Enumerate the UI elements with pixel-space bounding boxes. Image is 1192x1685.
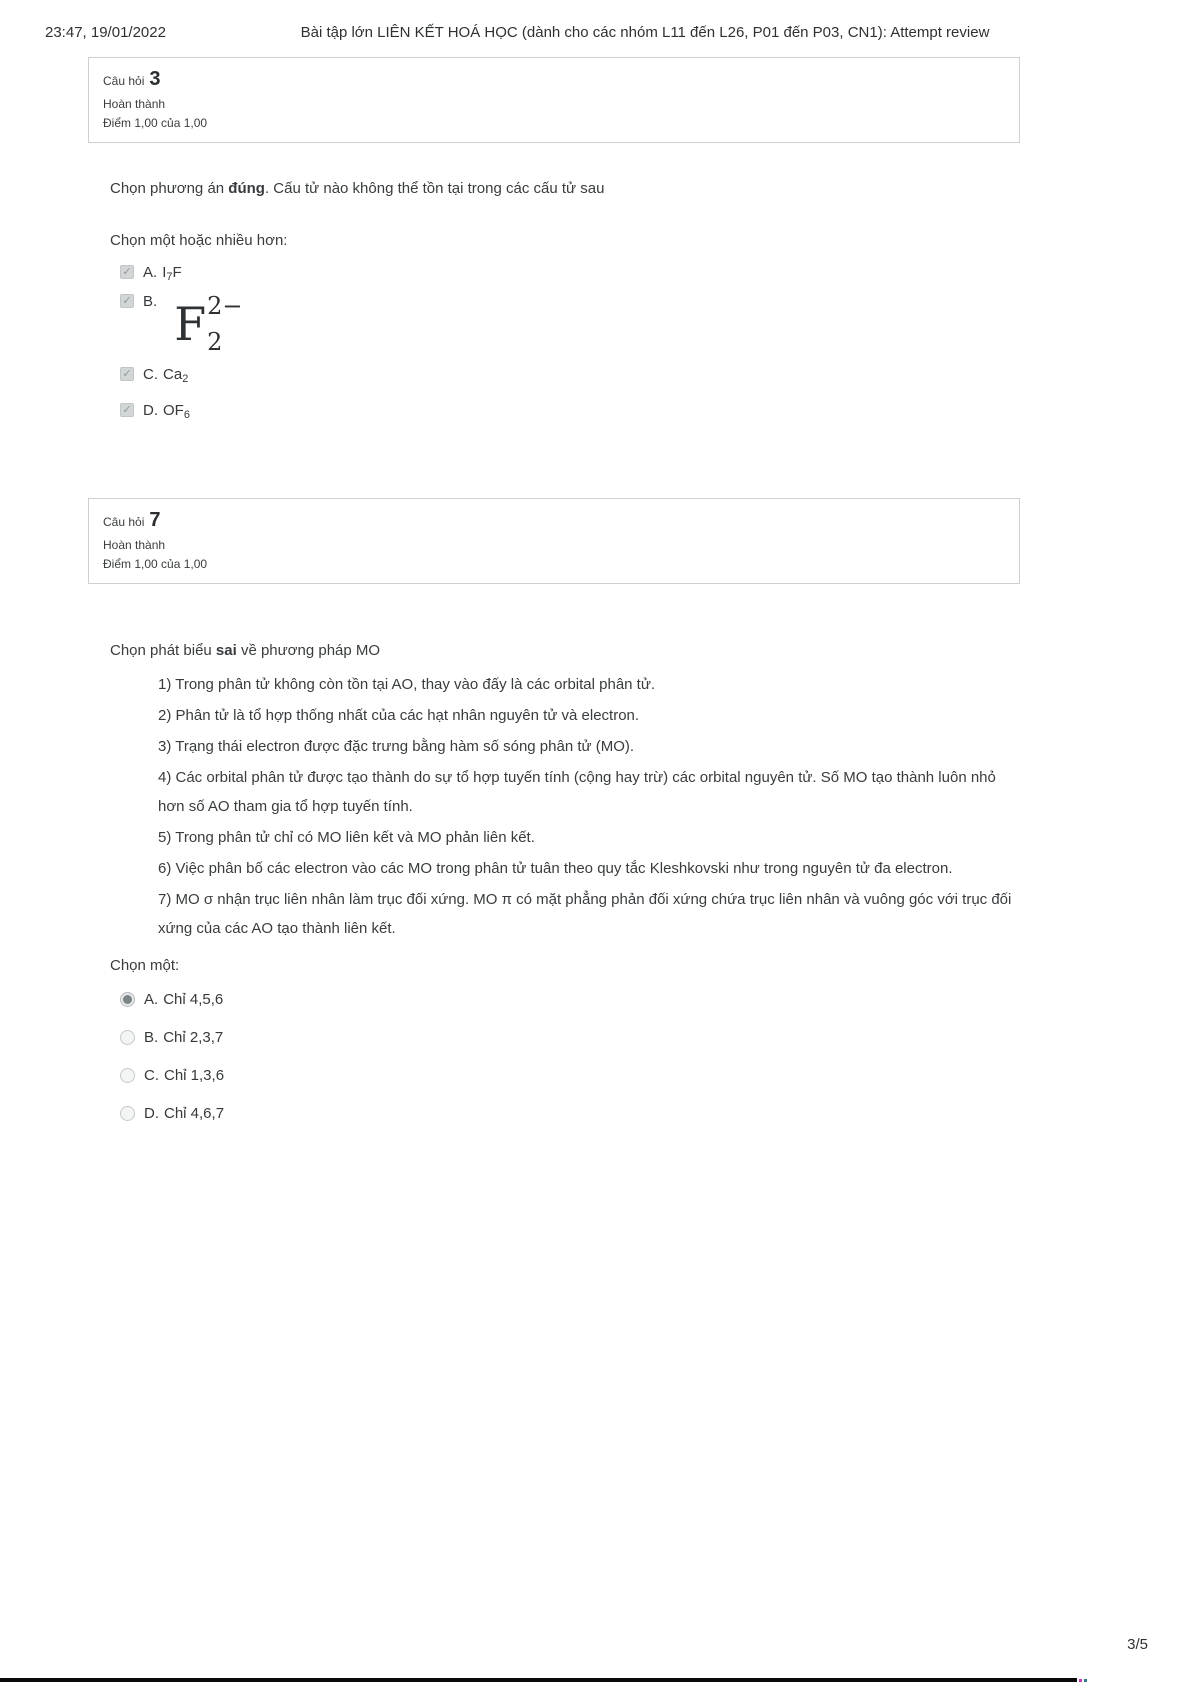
option-d-label (144, 1103, 224, 1124)
prompt-bold-word: đúng (228, 180, 265, 197)
question-7-prompt (110, 640, 1012, 662)
question-label: Câu hỏi (103, 515, 145, 529)
radio-option-a[interactable] (120, 992, 135, 1007)
statement-5: 5) Trong phân tử chỉ có MO liên kết và MO phản liên kết. (158, 829, 535, 846)
question-3-number (103, 68, 1003, 92)
question-7-option-a (120, 989, 1012, 1010)
option-text: Chỉ 2,3,7 (163, 1029, 224, 1046)
statement-list (158, 670, 1012, 943)
option-d-label (143, 400, 190, 421)
print-timestamp: 23:47, 19/01/2022 (45, 24, 166, 41)
option-formula-text: Ca (163, 366, 183, 383)
statement-7: 7) MO σ nhận trục liên nhân làm trục đối xứng. MO π có mặt phẳng phản đối xứng chứa trục liên nhân và vuông góc với trục đối xứng của các AO tạo thành liên kết. (158, 891, 1012, 937)
checkbox-option-d[interactable] (120, 403, 134, 417)
page-edge-artifact-dot (1079, 1679, 1082, 1682)
prompt-text: về phương pháp MO (236, 642, 381, 659)
option-formula-text: F (172, 264, 182, 281)
statement-1: 1) Trong phân tử không còn tồn tại AO, thay vào đấy là các orbital phân tử. (158, 676, 656, 693)
statement-6: 6) Việc phân bố các electron vào các MO trong phân tử tuân theo quy tắc Kleshkovski như trong nguyên tử đa electron. (158, 860, 953, 877)
option-text: Chỉ 1,3,6 (164, 1067, 225, 1084)
option-b-label (144, 1027, 223, 1048)
question-3-prompt (110, 178, 1012, 200)
option-a-label (143, 262, 182, 283)
question-7-option-c (120, 1065, 1012, 1086)
option-letter: B. (144, 1029, 159, 1046)
option-formula-subscript: 6 (183, 409, 190, 421)
question-7-number (103, 509, 1003, 533)
question-7-grade: Điểm 1,00 của 1,00 (103, 557, 208, 571)
radio-option-d[interactable] (120, 1106, 135, 1121)
option-a-label (144, 989, 223, 1010)
question-3-grade: Điểm 1,00 của 1,00 (103, 116, 208, 130)
question-label: Câu hỏi (103, 74, 145, 88)
prompt-text: . Cấu tử nào không thể tồn tại trong các cấu tử sau (264, 180, 605, 197)
question-3-option-a (120, 262, 1012, 283)
question-7-status: Hoàn thành (103, 538, 166, 552)
next-page-edge-bar (0, 1678, 1077, 1682)
question-3-option-d (120, 400, 1012, 421)
checkbox-option-c[interactable] (120, 367, 134, 381)
formula-superscript: 2− (207, 292, 243, 320)
formula-subscript: 2 (207, 328, 223, 356)
question-3-option-c (120, 364, 1012, 385)
question-3-content (110, 170, 1012, 421)
page-edge-artifact-dot (1084, 1679, 1087, 1682)
question-7-info-box (88, 498, 1020, 584)
question-7-option-b (120, 1027, 1012, 1048)
option-letter: D. (144, 1105, 159, 1122)
formula-scripts (207, 294, 242, 354)
checkbox-option-b[interactable] (120, 294, 134, 308)
option-formula-subscript: 7 (166, 271, 173, 283)
question-3-option-b (120, 291, 1012, 355)
option-formula-text: OF (163, 402, 184, 419)
prompt-text: Chọn phát biểu (110, 642, 216, 659)
check-icon: ✓ (122, 265, 132, 278)
check-icon: ✓ (122, 367, 132, 380)
option-c-label (144, 1065, 224, 1086)
radio-option-b[interactable] (120, 1030, 135, 1045)
prompt-bold-word: sai (215, 642, 237, 659)
question-7-content (110, 630, 1012, 1124)
option-letter: D. (143, 402, 158, 419)
checkbox-option-a[interactable] (120, 265, 134, 279)
question-3-instruction: Chọn một hoặc nhiều hơn: (110, 232, 288, 249)
option-letter: A. (143, 264, 158, 281)
option-letter: B. (143, 293, 158, 310)
option-letter: C. (143, 366, 158, 383)
option-text: Chỉ 4,6,7 (164, 1105, 225, 1122)
statement-3: 3) Trạng thái electron được đặc trưng bằng hàm số sóng phân tử (MO). (158, 738, 635, 755)
statement-2: 2) Phân tử là tổ hợp thống nhất của các hạt nhân nguyên tử và electron. (158, 707, 640, 724)
option-c-label (143, 364, 188, 385)
option-letter: A. (144, 991, 159, 1008)
page-number: 3/5 (1127, 1636, 1148, 1653)
statement-4: 4) Các orbital phân tử được tạo thành do sự tổ hợp tuyến tính (cộng hay trừ) các orbital nguyên tử. Số MO tạo thành luôn nhỏ hơn số AO tham gia tổ hợp tuyến tính. (158, 769, 996, 815)
question-3-info-box (88, 57, 1020, 143)
formula-f2-2minus-image (174, 293, 242, 355)
question-7-instruction: Chọn một: (110, 957, 180, 974)
check-icon: ✓ (122, 403, 132, 416)
question-7-option-d (120, 1103, 1012, 1124)
question-3-status: Hoàn thành (103, 97, 166, 111)
option-b-label (143, 291, 162, 312)
option-text: Chỉ 4,5,6 (163, 991, 224, 1008)
option-formula-text: I (162, 264, 167, 281)
option-letter: C. (144, 1067, 159, 1084)
question-number-value: 7 (149, 509, 161, 531)
check-icon: ✓ (122, 294, 132, 307)
question-number-value: 3 (149, 68, 161, 90)
option-formula-subscript: 2 (182, 373, 189, 385)
radio-option-c[interactable] (120, 1068, 135, 1083)
prompt-text: Chọn phương án (110, 180, 229, 197)
page-title: Bài tập lớn LIÊN KẾT HOÁ HỌC (dành cho các nhóm L11 đến L26, P01 đến P03, CN1): Attempt review (300, 24, 990, 41)
formula-base: F (174, 297, 207, 351)
